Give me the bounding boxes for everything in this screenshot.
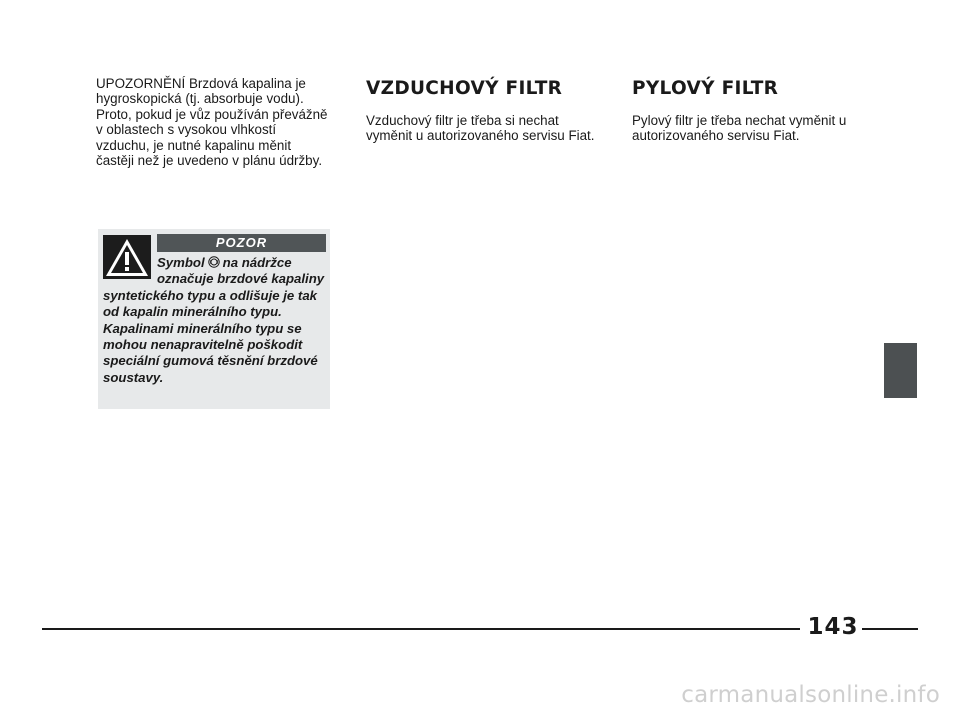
pollen-filter-text: Pylový filtr je třeba nechat vyměnit u autorizovaného servisu Fiat. — [632, 113, 847, 144]
section-tab — [884, 343, 917, 398]
warning-banner: POZOR — [157, 234, 326, 252]
pollen-filter-heading: PYLOVÝ FILTR — [632, 78, 779, 99]
footer-rule-right — [862, 628, 918, 630]
warning-box — [98, 229, 330, 409]
watermark: carmanualsonline.info — [681, 682, 940, 708]
column-3 — [632, 76, 872, 144]
air-filter-heading: VZDUCHOVÝ FILTR — [366, 78, 563, 99]
brake-fluid-symbol-icon — [208, 256, 220, 268]
column-1 — [96, 76, 328, 168]
warning-text-rest: na nádržce označuje brzdové kapaliny syntetického typu a odlišuje je tak od kapalin minerálního typu. Kapalinami minerálního typu se mohou nenapravitelně poškodit speciální gumová těsnění brzdové soustavy. — [103, 255, 325, 385]
brake-fluid-note: UPOZORNĚNÍ Brzdová kapalina je hygroskopická (tj. absorbuje vodu). Proto, pokud je vůz používán převážně v oblastech s vysokou vlhkostí vzduchu, je nutné kapalinu měnit častěji než je uvedeno v plánu údržby. — [96, 76, 328, 169]
page-number: 143 — [807, 614, 859, 640]
footer-rule-left — [42, 628, 800, 630]
column-2 — [366, 76, 596, 144]
warning-text-start: Symbol — [157, 255, 205, 270]
warning-text — [103, 255, 325, 386]
air-filter-text: Vzduchový filtr je třeba si nechat vyměnit u autorizovaného servisu Fiat. — [366, 113, 595, 144]
